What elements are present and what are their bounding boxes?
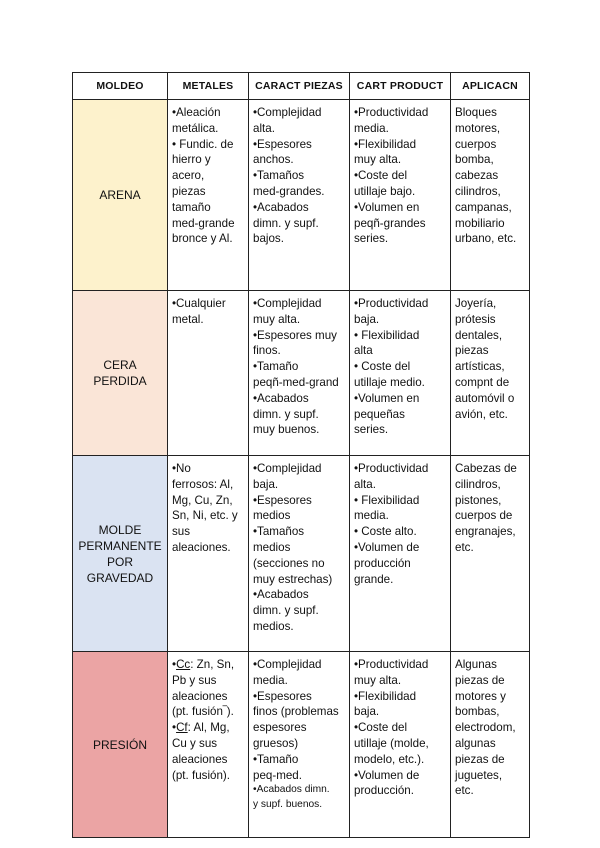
header-aplicacn: APLICACN [451, 73, 530, 100]
cell-line: •No [172, 462, 191, 475]
cell-line: cuerpos [455, 137, 497, 151]
cell-line: • Coste del [354, 360, 411, 374]
cell-line: sus [172, 525, 191, 539]
cell-line: •Tamaño [253, 360, 299, 374]
cell-metales [168, 456, 249, 652]
cell-metales [168, 291, 249, 456]
cell-metales [168, 100, 249, 291]
cell-line: dentales, [455, 328, 503, 342]
cell-line: cuerpos de [455, 509, 513, 523]
cell-line: •Espesores muy [253, 328, 337, 342]
cell-line: utillaje (molde, [354, 736, 429, 750]
cell-line [172, 720, 244, 736]
cell-line: juguetes, [455, 768, 503, 782]
cell-line: •Productividad [354, 297, 429, 310]
cell-line: series. [354, 423, 389, 437]
cell-line: •Acabados [253, 391, 309, 405]
cell-line: automóvil o [455, 391, 515, 405]
cell-line: cabezas [455, 169, 499, 183]
moldeo-comparison-table [72, 72, 530, 838]
cell-line: •Complejidad [253, 658, 322, 671]
cell-line: ARENA [99, 188, 141, 202]
cell-line: mobiliario [455, 216, 505, 230]
cell-line: artísticas, [455, 360, 505, 374]
cell-line: •Complejidad [253, 297, 322, 310]
cell-line: bronce y Al. [172, 232, 233, 246]
cell-line: avión, etc. [455, 407, 508, 421]
cell-line [172, 689, 244, 705]
cell-line: •Volumen en [354, 391, 420, 405]
header-caract-piezas: CARACT PIEZAS [249, 73, 350, 100]
cell-line: medios [253, 540, 291, 554]
cell-line: •Volumen en [354, 200, 420, 214]
cell-metales [168, 652, 249, 838]
cell-line: •Flexibilidad [354, 689, 417, 703]
cell-line: ferrosos: Al, [172, 477, 234, 491]
cell-line: alta. [253, 121, 275, 135]
cell-line: baja. [253, 477, 279, 491]
cell-line: baja. [354, 312, 380, 326]
line-text: aleaciones [172, 689, 228, 703]
cell-line: acero, [172, 169, 205, 183]
cell-line: y supf. buenos. [253, 798, 323, 810]
cell-line: espesores [253, 721, 307, 735]
cell-line: finos (problemas [253, 705, 339, 719]
cell-line: medios. [253, 619, 294, 633]
cell-line: •Aleación [172, 106, 221, 119]
cell-line [172, 736, 244, 752]
cell-line: bomba, [455, 153, 494, 167]
cell-line: anchos. [253, 153, 294, 167]
cell-line: med-grandes. [253, 184, 325, 198]
cell-line: metálica. [172, 121, 219, 135]
cell-line: algunas [455, 736, 496, 750]
cell-line: • Coste alto. [354, 525, 417, 539]
cell-line: muy alta. [354, 153, 402, 167]
line-text: • [172, 658, 177, 671]
cell-line: baja. [354, 705, 380, 719]
cell-line: muy alta. [253, 312, 301, 326]
cell-line: •Productividad [354, 462, 429, 475]
line-text: • [172, 721, 177, 735]
cell-line: media. [253, 673, 288, 687]
cell-line: alta. [354, 477, 376, 491]
cell-line: motores y [455, 689, 506, 703]
cell-line: •Tamaños [253, 169, 305, 183]
row-label-molde-permanente [73, 456, 168, 652]
cell-line: Bloques [455, 106, 497, 119]
cell-line: engranajes, [455, 525, 516, 539]
cell-line: •Volumen de [354, 768, 420, 782]
cell-line [172, 657, 244, 673]
cell-line: muy estrechas) [253, 572, 333, 586]
cell-aplicacion [451, 456, 530, 652]
cell-line: dimn. y supf. [253, 604, 319, 618]
line-text: Cu y sus [172, 736, 218, 750]
cell-cart-product [350, 100, 451, 291]
cell-line: Sn, Ni, etc. y [172, 509, 238, 523]
cell-line: urbano, etc. [455, 232, 517, 246]
cell-line: (secciones no [253, 556, 325, 570]
line-text: (pt. fusión). [172, 768, 230, 782]
cell-line: •Productividad [354, 658, 429, 671]
cell-line: metal. [172, 312, 204, 326]
cell-line: PRESIÓN [92, 737, 147, 752]
header-cart-product: CART PRODUCT [350, 73, 451, 100]
cell-line: media. [354, 121, 389, 135]
cell-line: •Cualquier [172, 297, 226, 310]
cell-line: peqñ-med-grand [253, 375, 339, 389]
cell-line: producción [354, 556, 411, 570]
cell-line [172, 704, 244, 720]
header-row [73, 73, 530, 100]
cell-line: producción. [354, 784, 414, 798]
cell-line: etc. [455, 784, 474, 798]
cell-line: cilindros, [455, 477, 501, 491]
cell-line: MOLDE [98, 522, 142, 537]
cell-line: GRAVEDAD [86, 570, 154, 585]
cell-line: Cabezas de [455, 462, 517, 475]
cell-line: dimn. y supf. [253, 216, 319, 230]
underlined-abbrev: Cc [176, 658, 191, 671]
cell-line: electrodom, [455, 721, 516, 735]
cell-line [172, 673, 244, 689]
cell-line [172, 752, 244, 768]
line-text: (pt. fusión‾). [172, 705, 234, 719]
cell-line [172, 768, 244, 784]
cell-line: •Tamaño [253, 752, 299, 766]
cell-cart-product [350, 291, 451, 456]
cell-line: piezas de [455, 673, 505, 687]
cell-line: motores, [455, 121, 501, 135]
cell-line: •Complejidad [253, 462, 322, 475]
cell-line: piezas de [455, 752, 505, 766]
cell-line: CERA [103, 358, 137, 372]
cell-line: med-grande [172, 216, 235, 230]
cell-line: gruesos) [253, 736, 299, 750]
cell-caract-piezas [249, 456, 350, 652]
cell-line: media. [354, 509, 389, 523]
cell-line: •Acabados [253, 200, 309, 214]
cell-line: • Flexibilidad [354, 328, 420, 342]
cell-line: alta [354, 344, 373, 358]
cell-line: POR [106, 554, 133, 569]
underlined-abbrev: Cf [176, 721, 188, 735]
line-text: aleaciones [172, 752, 228, 766]
table-row-arena [73, 100, 530, 291]
cell-line: •Volumen de [354, 540, 420, 554]
cell-line: pequeñas [354, 407, 405, 421]
line-text: Pb y sus [172, 673, 217, 687]
cell-line: •Flexibilidad [354, 137, 417, 151]
cell-aplicacion [451, 100, 530, 291]
cell-line: modelo, etc.). [354, 752, 425, 766]
cell-line: •Acabados [253, 588, 309, 602]
table-row-cera-perdida [73, 291, 530, 456]
header-metales: METALES [168, 73, 249, 100]
cell-caract-piezas [249, 652, 350, 838]
cell-line: piezas [455, 344, 489, 358]
cell-line: prótesis [455, 312, 496, 326]
cell-line: •Espesores [253, 689, 312, 703]
cell-aplicacion [451, 291, 530, 456]
cell-line: finos. [253, 344, 281, 358]
cell-line: •Tamaños [253, 525, 305, 539]
cell-line: Joyería, [455, 297, 497, 310]
cell-line: bajos. [253, 232, 284, 246]
cell-line: tamaño [172, 200, 211, 214]
cell-line: hierro y [172, 153, 211, 167]
line-text: : Zn, Sn, [190, 658, 235, 671]
cell-cart-product [350, 652, 451, 838]
cell-line: peq-med. [253, 768, 302, 782]
cell-line: grande. [354, 572, 394, 586]
cell-line: PERMANENTE [78, 538, 162, 553]
cell-line: •Espesores [253, 493, 312, 507]
row-label-cera-perdida [73, 291, 168, 456]
cell-line: •Coste del [354, 169, 408, 183]
cell-line: Mg, Cu, Zn, [172, 493, 233, 507]
cell-line: campanas, [455, 200, 512, 214]
cell-line: Algunas [455, 658, 497, 671]
cell-line: series. [354, 232, 389, 246]
row-label-arena [73, 100, 168, 291]
cell-line: aleaciones. [172, 540, 231, 554]
cell-line: •Coste del [354, 721, 408, 735]
cell-line: utillaje medio. [354, 375, 425, 389]
cell-line: dimn. y supf. [253, 407, 319, 421]
cell-line: peqñ-grandes [354, 216, 426, 230]
cell-line: piezas [172, 184, 206, 198]
cell-line: compnt de [455, 375, 510, 389]
cell-caract-piezas [249, 100, 350, 291]
cell-line: •Productividad [354, 106, 429, 119]
cell-line: etc. [455, 540, 474, 554]
cell-line: muy alta. [354, 673, 402, 687]
cell-line: pistones, [455, 493, 502, 507]
cell-line: •Complejidad [253, 106, 322, 119]
header-moldeo: MOLDEO [73, 73, 168, 100]
line-text: : Al, Mg, [187, 721, 230, 735]
table-row-presion [73, 652, 530, 838]
cell-line: • Fundic. de [172, 137, 234, 151]
cell-line: medios [253, 509, 291, 523]
cell-aplicacion [451, 652, 530, 838]
cell-line: cilindros, [455, 184, 501, 198]
cell-line: bombas, [455, 705, 500, 719]
table-row-molde-permanente [73, 456, 530, 652]
cell-line: • Flexibilidad [354, 493, 420, 507]
cell-cart-product [350, 456, 451, 652]
cell-line: PERDIDA [93, 374, 147, 388]
cell-line: •Acabados dimn. [253, 784, 330, 796]
cell-caract-piezas [249, 291, 350, 456]
cell-line: muy buenos. [253, 423, 320, 437]
cell-line: •Espesores [253, 137, 312, 151]
cell-line: utillaje bajo. [354, 184, 416, 198]
row-label-presion [73, 652, 168, 838]
